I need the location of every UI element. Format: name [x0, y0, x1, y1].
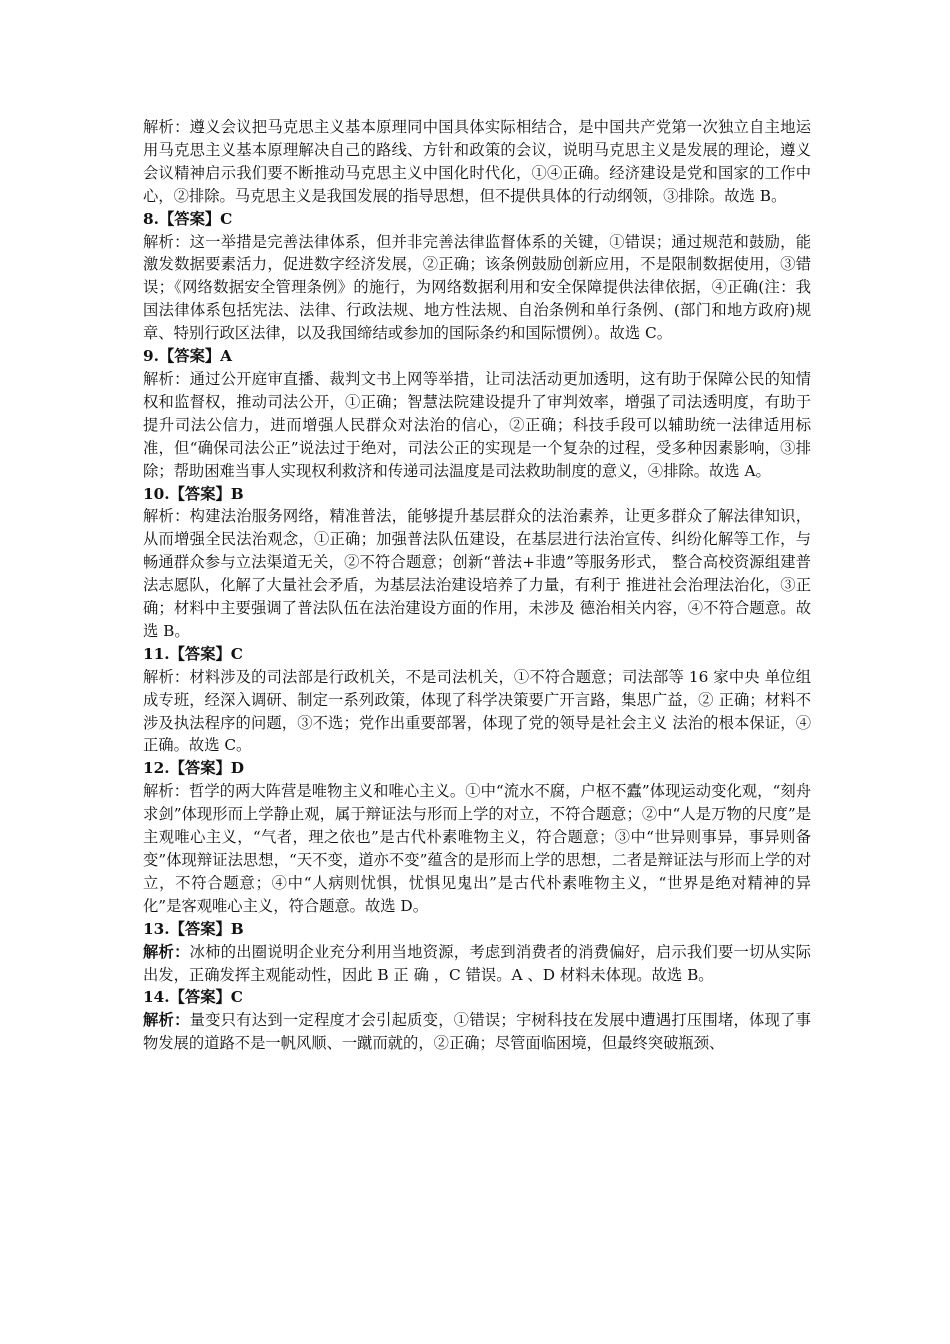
explanation-q12 [143, 780, 811, 917]
explanation-label: 解析： [143, 942, 190, 961]
answer-heading-q14: 14.【答案】C [143, 988, 243, 1007]
answer-heading-q8: 8.【答案】C [143, 209, 233, 228]
answer-heading-q13: 13.【答案】B [143, 919, 244, 938]
explanation-text: 解析：这一举措是完善法律体系，但并非完善法律监督体系的关键，①错误；通过规范和鼓励，能激发数据要素活力，促进数字经济发展，②正确；该条例鼓励创新应用，不是限制数据使用，③错误；《网络数据安全管理条例》的施行，为网络数据利用和安全保障提供法律依据，④正确(注：我国法律体系包括宪法、法律、行政法规、地方性法规、自治条例和单行条例、(部门和地方政府)规章、特别行政区法律，以及我国缔结或参加的国际条约和国际惯例）。故选 C。 [143, 232, 811, 343]
explanation-q13 [143, 941, 811, 987]
explanation-q10 [143, 505, 811, 642]
explanation-q8 [143, 231, 811, 346]
explanation-q11 [143, 666, 811, 758]
explanation-text: 解析：构建法治服务网络，精准普法，能够提升基层群众的法治素养，让更多群众了解法律知识，从而增强全民法治观念，①正确；加强普法队伍建设，在基层进行法治宣传、纠纷化解等工作，与畅通群众参与立法渠道无关，②不符合题意；创新“普法+非遗”等服务形式， 整合高校资源组建普法志愿队，化解了大量社会矛盾，为基层法治建设培养了力量，有利于 推进社会治理法治化，③正确；材料中主要强调了普法队伍在法治建设方面的作用，未涉及 德治相关内容，④不符合题意。故选 B。 [143, 507, 811, 640]
explanation-q14 [143, 1009, 811, 1055]
explanation-text: 量变只有达到一定程度才会引起质变，①错误；宇树科技在发展中遭遇打压围堵，体现了事物发展的道路不是一帆风顺、一蹴而就的，②正确；尽管面临困境，但最终突破瓶颈、 [143, 1011, 811, 1053]
explanation-text: 解析：哲学的两大阵营是唯物主义和唯心主义。①中“流水不腐，户枢不蠹”体现运动变化观，“刻舟求剑”体现形而上学静止观，属于辩证法与形而上学的对立，不符合题意；②中“人是万物的尺度”是主观唯心主义，“气者，理之依也”是古代朴素唯物主义，符合题意；③中“世异则事异，事异则备变”体现辩证法思想，“天不变，道亦不变”蕴含的是形而上学的思想，二者是辩证法与形而上学的对立，不符合题意；④中“人病则忧惧，忧惧见鬼出”是古代朴素唯物主义，“世界是绝对精神的异化”是客观唯心主义，符合题意。故选 D。 [143, 782, 811, 915]
answer-heading-q11: 11.【答案】C [143, 644, 243, 663]
explanation-text: 解析：材料涉及的司法部是行政机关，不是司法机关，①不符合题意；司法部等 16 家中央 单位组成专班，经深入调研、制定一系列政策，体现了科学决策要广开言路，集思广益，② 正确；材料不涉及执法程序的问题，③不选；党作出重要部署，体现了党的领导是社会主义 法治的根本保证，④正确。故选 C。 [143, 667, 811, 755]
answer-heading-q9: 9.【答案】A [143, 347, 233, 366]
answer-heading-q12: 12.【答案】D [143, 759, 245, 778]
explanation-text: 冰柿的出圈说明企业充分利用当地资源，考虑到消费者的消费偏好，启示我们要一切从实际出发，正确发挥主观能动性，因此 B 正 确 ，C 错误。A 、D 材料未体现。故选 B。 [143, 942, 811, 984]
answer-explanations [143, 116, 811, 1055]
answer-heading-q10: 10.【答案】B [143, 484, 244, 503]
explanation-text: 解析：通过公开庭审直播、裁判文书上网等举措，让司法活动更加透明，这有助于保障公民的知情权和监督权，推动司法公开，①正确；智慧法院建设提升了审判效率，增强了司法透明度，有助于提升司法公信力，进而增强人民群众对法治的信心，②正确；科技手段可以辅助统一法律适用标准，但“确保司法公正”说法过于绝对，司法公正的实现是一个复杂的过程，受多种因素影响，③排除；帮助困难当事人实现权利救济和传递司法温度是司法救助制度的意义，④排除。故选 A。 [143, 369, 811, 480]
explanation-q7 [143, 116, 811, 208]
explanation-q9 [143, 368, 811, 483]
explanation-text: 解析：遵义会议把马克思主义基本原理同中国具体实际相结合，是中国共产党第一次独立自主地运用马克思主义基本原理解决自己的路线、方针和政策的会议，说明马克思主义是发展的理论，遵义会议精神启示我们要不断推动马克思主义中国化时代化，①④正确。经济建设是党和国家的工作中心，②排除。马克思主义是我国发展的指导思想，但不提供具体的行动纲领，③排除。故选 B。 [143, 118, 811, 205]
explanation-label: 解析： [143, 1011, 190, 1030]
